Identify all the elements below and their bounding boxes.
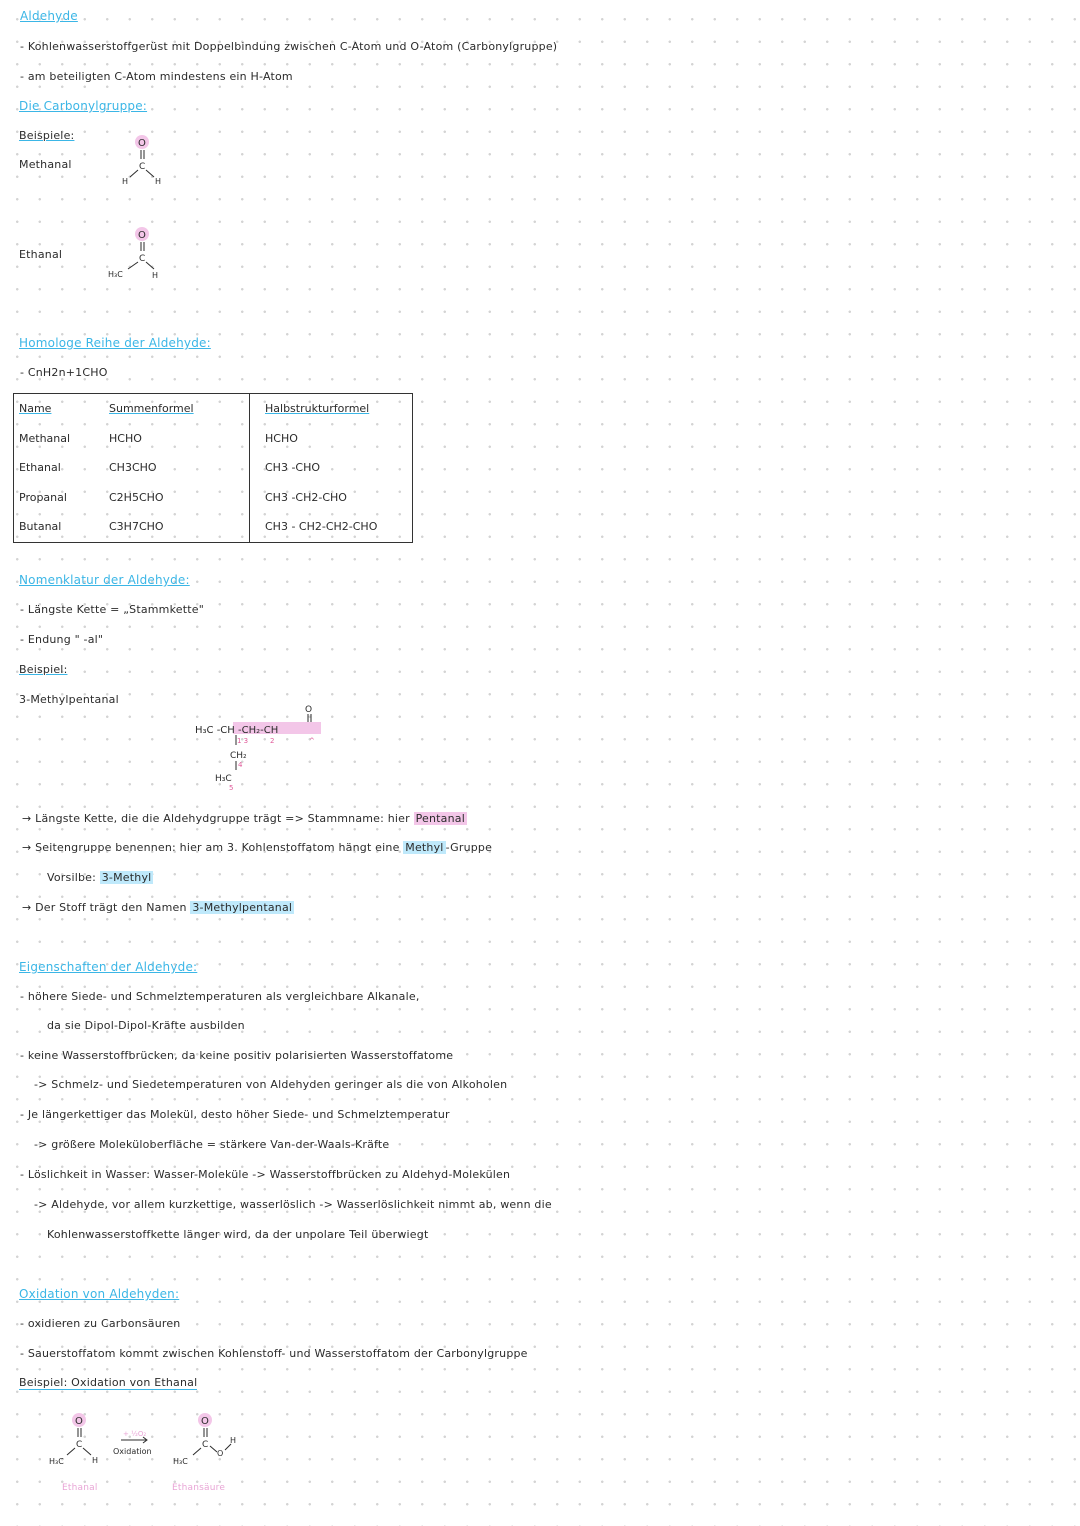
svg-text:C: C (202, 1440, 209, 1450)
oxidation-heading: Oxidation von Aldehyden: (19, 1287, 180, 1301)
methyl-highlight: Methyl (405, 841, 444, 854)
cell-halbstruktur: HCHO (265, 431, 298, 445)
product-label: Ethansäure (172, 1483, 226, 1493)
cell-summenformel: CH3CHO (104, 453, 250, 483)
property-4c: Kohlenwasserstoffkette länger wird, da der unpolare Teil überwiegt (47, 1228, 429, 1241)
oxidation-line-1: - oxidieren zu Carbonsäuren (20, 1317, 181, 1330)
stammname-highlight: Pentanal (415, 812, 465, 825)
nomenclature-arrow-2: → Seitengruppe benennen: hier am 3. Kohlenstoffatom hängt eine Methyl -Gruppe (22, 841, 493, 854)
ethanal-structure (104, 224, 174, 284)
svg-text:C: C (139, 254, 146, 264)
svg-text:H₃C: H₃C (173, 1457, 188, 1466)
nomenclature-example-name: 3-Methylpentanal (19, 693, 119, 706)
table-header-row (14, 394, 413, 424)
oxidation-line-2: - Sauerstoffatom kommt zwischen Kohlenstoff- und Wasserstoffatom der Carbonylgruppe (20, 1347, 528, 1360)
svg-text:C: C (76, 1440, 83, 1450)
svg-text:5: 5 (229, 784, 234, 792)
table-row (14, 483, 413, 513)
cell-summenformel: C3H7CHO (104, 512, 250, 542)
name-highlight: 3-Methylpentanal (192, 901, 293, 914)
svg-text:O: O (138, 138, 146, 149)
examples-label: Beispiele: (19, 129, 75, 142)
carbonyl-heading: Die Carbonylgruppe: (19, 99, 148, 113)
nomenclature-line-2: - Endung " -al" (20, 633, 104, 646)
table-row (14, 453, 413, 483)
nomenclature-arrow-1: → Längste Kette, die die Aldehydgruppe trägt => Stammname: hier Pentanal (22, 812, 465, 825)
homolog-heading: Homologe Reihe der Aldehyde: (19, 336, 211, 350)
svg-text:H₃C: H₃C (108, 270, 123, 279)
cell-summenformel: C2H5CHO (104, 483, 250, 513)
svg-text:CH₂: CH₂ (230, 751, 247, 761)
property-2: - keine Wasserstoffbrücken, da keine positiv polarisierten Wasserstoffatome (20, 1049, 454, 1062)
cell-halbstruktur: CH3 -CHO (265, 461, 321, 475)
svg-text:2: 2 (270, 737, 275, 745)
intro-line-2: - am beteiligten C-Atom mindestens ein H-Atom (20, 70, 293, 83)
svg-text:O: O (305, 705, 313, 715)
cell-halbstruktur: CH3 - CH2-CH2-CHO (265, 520, 378, 534)
page-title: Aldehyde (20, 9, 78, 23)
property-4b: -> Aldehyde, vor allem kurzkettige, wasserlöslich -> Wasserlöslichkeit nimmt ab, wenn die (34, 1198, 552, 1211)
header-summenformel: Summenformel (109, 402, 194, 416)
cell-halbstruktur: CH3 -CH2-CHO (265, 490, 347, 504)
homolog-formula: - CnH2n+1CHO (20, 366, 108, 379)
property-3b: -> größere Moleküloberfläche = stärkere Van-der-Waals-Kräfte (34, 1138, 390, 1151)
methanal-label: Methanal (19, 158, 72, 171)
svg-text:O: O (138, 230, 146, 241)
svg-text:O: O (75, 1416, 83, 1427)
svg-text:H: H (122, 177, 129, 186)
property-1: - höhere Siede- und Schmelztemperaturen als vergleichbare Alkanale, (20, 990, 420, 1003)
nomenclature-arrow-3: → Der Stoff trägt den Namen 3-Methylpentanal (22, 901, 293, 914)
property-4: - Löslichkeit in Wasser: Wasser-Moleküle -> Wasserstoffbrücken zu Aldehyd-Molekülen (20, 1168, 511, 1181)
table-row (14, 512, 413, 542)
svg-text:H: H (152, 271, 159, 280)
cell-name: Propanal (19, 490, 67, 504)
svg-text:C: C (139, 162, 146, 172)
property-2b: -> Schmelz- und Siedetemperaturen von Aldehyden geringer als die von Alkoholen (34, 1078, 508, 1091)
cell-name: Butanal (19, 520, 62, 534)
nomenclature-heading: Nomenklatur der Aldehyde: (19, 573, 190, 587)
svg-text:O: O (201, 1416, 209, 1427)
header-name: Name (19, 402, 52, 416)
cell-summenformel: HCHO (104, 424, 250, 454)
svg-text:H₃C: H₃C (49, 1457, 64, 1466)
svg-text:4: 4 (238, 761, 243, 769)
svg-text:^: ^ (309, 737, 315, 745)
reactant-label: Ethanal (62, 1483, 98, 1493)
cell-name: Ethanal (19, 461, 61, 475)
vorsilbe-highlight: 3-Methyl (101, 871, 152, 884)
ethanal-label: Ethanal (19, 248, 63, 261)
svg-text:H: H (230, 1436, 237, 1445)
nomenclature-example-label: Beispiel: (19, 663, 68, 676)
nomenclature-line-1: - Längste Kette = „Stammkette" (20, 603, 204, 616)
svg-text:H: H (92, 1456, 99, 1465)
properties-heading: Eigenschaften der Aldehyde: (19, 960, 198, 974)
table-row (14, 424, 413, 454)
svg-text:H₃C -CH -CH₂-CH: H₃C -CH -CH₂-CH (195, 725, 279, 736)
svg-text:O: O (217, 1449, 224, 1458)
svg-text:H: H (155, 177, 162, 186)
property-1b: da sie Dipol-Dipol-Kräfte ausbilden (47, 1019, 245, 1032)
svg-text:H₃C: H₃C (215, 774, 232, 784)
intro-line-1: - Kohlenwasserstoffgerüst mit Doppelbindung zwischen C-Atom und O-Atom (Carbonylgruppe) (20, 40, 558, 53)
cell-name: Methanal (19, 431, 71, 445)
methanal-structure (110, 132, 170, 192)
arrow-top-label: + ½O₂ (123, 1430, 147, 1438)
vorsilbe-line: Vorsilbe: 3-Methyl (47, 871, 152, 884)
methylpentanal-structure (193, 700, 333, 795)
header-halbstrukturformel: Halbstrukturformel (265, 402, 370, 416)
homolog-table (13, 393, 413, 543)
arrow-label: Oxidation (113, 1447, 152, 1456)
property-3: - Je längerkettiger das Molekül, desto höher Siede- und Schmelztemperatur (20, 1108, 450, 1121)
svg-text:1 3: 1 3 (237, 737, 249, 745)
oxidation-example: Beispiel: Oxidation von Ethanal (19, 1376, 198, 1389)
